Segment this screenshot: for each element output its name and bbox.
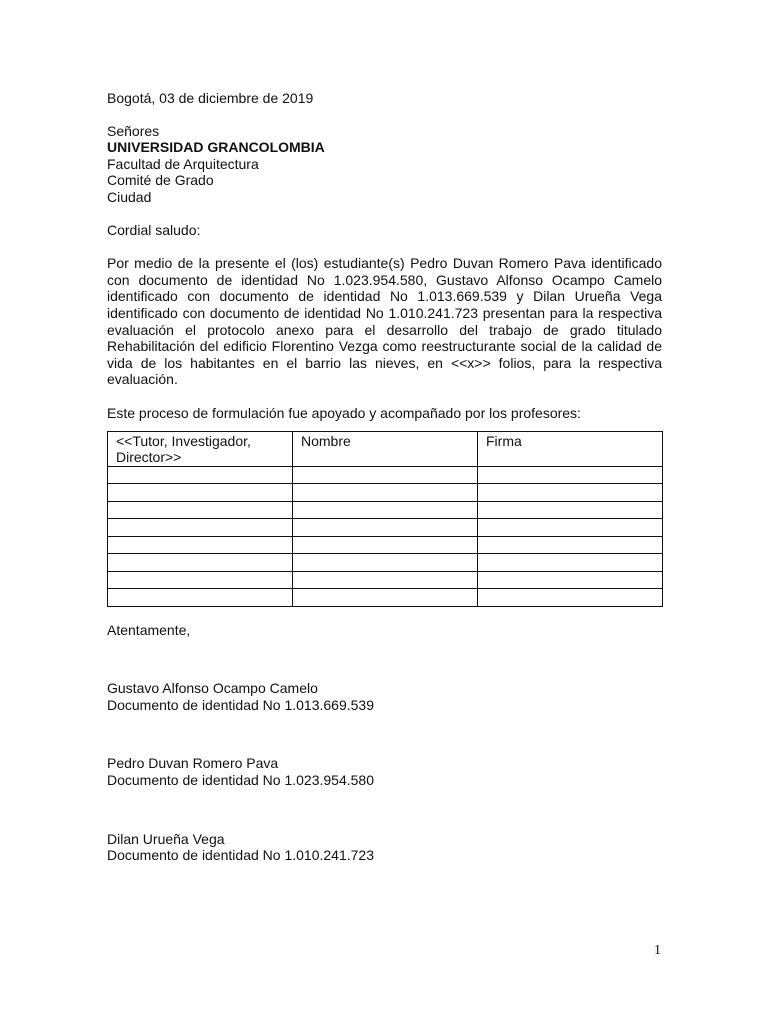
table-row <box>108 554 663 572</box>
table-row <box>108 589 663 607</box>
table-cell <box>293 519 478 537</box>
table-cell <box>108 536 293 554</box>
table-cell <box>293 484 478 502</box>
table-cell <box>293 501 478 519</box>
body-paragraph: Por medio de la presente el (los) estudiante(s) Pedro Duvan Romero Pava identificado con documento de identidad No 1.023.954.580, Gustavo Alfonso Ocampo Camelo identificado con documento de identidad No 1.013.669.539 y Dilan Urueña Vega identificado con documento de identidad No 1.010.241.723 presentan para la respectiva evaluación el protocolo anexo para el desarrollo del trabajo de grado titulado Rehabilitación del edificio Florentino Vezga como reestructurante social de la calidad de vida de los habitantes en el barrio las nieves, en <<x>> folios, para la respectiva evaluación. <box>107 255 662 388</box>
table-row <box>108 501 663 519</box>
signatory-name: Dilan Urueña Vega <box>107 830 225 847</box>
addressee-committee: Comité de Grado <box>107 172 214 189</box>
table-row <box>108 519 663 537</box>
header-role: <<Tutor, Investigador, Director>> <box>108 431 293 466</box>
addressee-city: Ciudad <box>107 188 152 205</box>
table-cell <box>478 554 663 572</box>
table-cell <box>478 536 663 554</box>
table-cell <box>478 589 663 607</box>
signatory-document: Documento de identidad No 1.023.954.580 <box>107 772 374 789</box>
table-row <box>108 571 663 589</box>
table-cell <box>108 589 293 607</box>
support-sentence: Este proceso de formulación fue apoyado y acompañado por los profesores: <box>107 404 581 421</box>
table-cell <box>293 466 478 484</box>
table-cell <box>108 554 293 572</box>
header-signature: Firma <box>478 431 663 466</box>
addressee-block <box>107 123 662 206</box>
table-cell <box>108 519 293 537</box>
table-cell <box>478 466 663 484</box>
table-cell <box>478 519 663 537</box>
table-cell <box>108 466 293 484</box>
table-cell <box>478 571 663 589</box>
table-cell <box>293 571 478 589</box>
page-number: 1 <box>654 943 661 958</box>
closing: Atentamente, <box>107 621 191 638</box>
table-cell <box>108 501 293 519</box>
table-cell <box>478 484 663 502</box>
signatory-name: Gustavo Alfonso Ocampo Camelo <box>107 680 318 697</box>
letter-page <box>107 90 662 864</box>
table-row <box>108 466 663 484</box>
addressee-greeting: Señores <box>107 122 160 139</box>
table-cell <box>108 484 293 502</box>
table-cell <box>293 536 478 554</box>
signatory-document: Documento de identidad No 1.013.669.539 <box>107 696 374 713</box>
addressee-faculty: Facultad de Arquitectura <box>107 155 259 172</box>
addressee-institution: UNIVERSIDAD GRANCOLOMBIA <box>107 139 325 156</box>
table-row <box>108 536 663 554</box>
table-cell <box>478 501 663 519</box>
teachers-table-header-row <box>108 431 663 466</box>
signatory-block <box>107 755 662 788</box>
table-cell <box>293 589 478 607</box>
date-line: Bogotá, 03 de diciembre de 2019 <box>107 90 314 106</box>
header-name: Nombre <box>293 431 478 466</box>
signatory-block <box>107 680 662 713</box>
salutation: Cordial saludo: <box>107 221 201 238</box>
table-cell <box>293 554 478 572</box>
teachers-table <box>107 431 663 607</box>
table-cell <box>108 571 293 589</box>
signatory-block <box>107 831 662 864</box>
signatory-document: Documento de identidad No 1.010.241.723 <box>107 847 374 864</box>
signatory-name: Pedro Duvan Romero Pava <box>107 755 279 772</box>
table-row <box>108 484 663 502</box>
